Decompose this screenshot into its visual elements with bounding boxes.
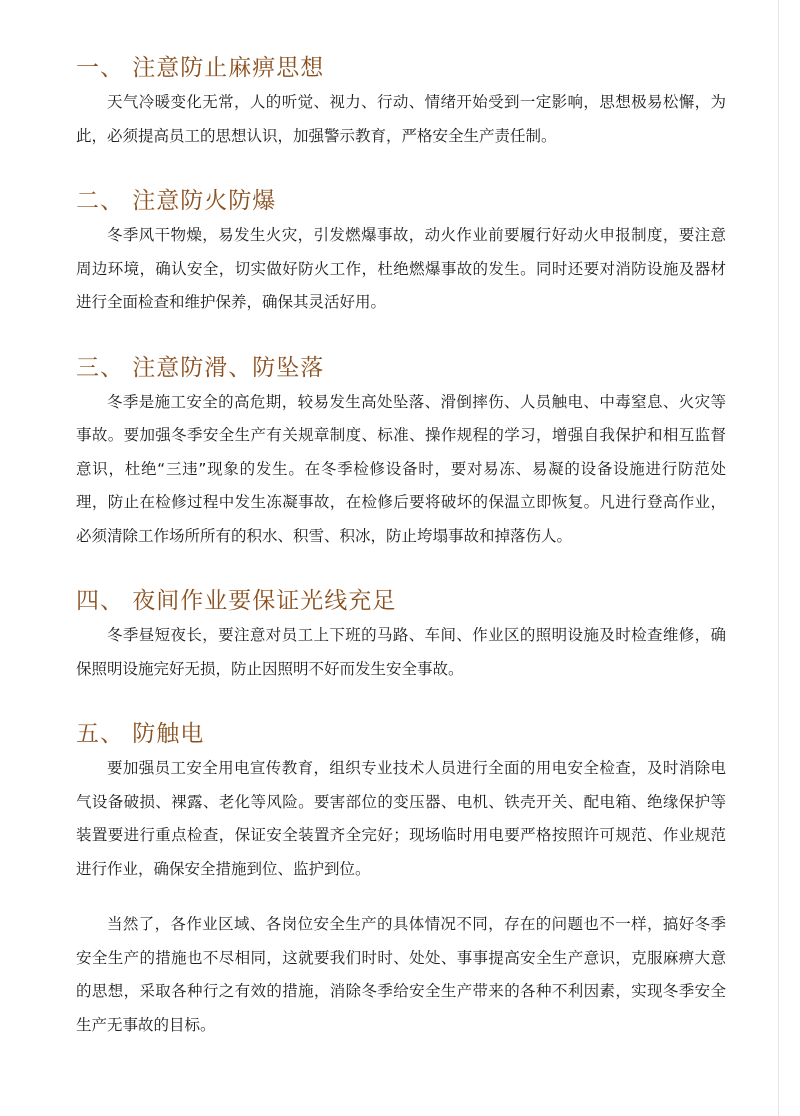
section-1 (76, 50, 726, 153)
section-3 (76, 350, 726, 554)
section-paragraph: 冬季是施工安全的高危期，较易发生高处坠落、滑倒摔伤、人员触电、中毒窒息、火灾等事故。要加强冬季安全生产有关规章制度、标准、操作规程的学习，增强自我保护和相互监督意识，杜绝“三违”现象的发生。在冬季检修设备时，要对易冻、易凝的设备设施进行防范处理，防止在检修过程中发生冻凝事故，在检修后要将破坏的保温立即恢复。凡进行登高作业，必须清除工作场所所有的积水、积雪、积冰，防止垮塌事故和掉落伤人。 (76, 392, 726, 545)
section-paragraph: 要加强员工安全用电宣传教育，组织专业技术人员进行全面的用电安全检查，及时消除电气设备破损、裸露、老化等风险。要害部位的变压器、电机、铁壳开关、配电箱、绝缘保护等装置要进行重点检查，保证安全装置齐全完好；现场临时用电要严格按照许可规范、作业规范进行作业，确保安全措施到位、监护到位。 (76, 759, 726, 878)
section-4 (76, 583, 726, 686)
closing-paragraph: 当然了，各作业区域、各岗位安全生产的具体情况不同，存在的问题也不一样，搞好冬季安全生产的措施也不尽相同，这就要我们时时、处处、事事提高安全生产意识，克服麻痹大意的思想，采取各种行之有效的措施，消除冬季给安全生产带来的各种不利因素，实现冬季安全生产无事故的目标。 (76, 915, 726, 1034)
section-paragraph: 天气冷暖变化无常，人的听觉、视力、行动、情绪开始受到一定影响，思想极易松懈，为此，必须提高员工的思想认识，加强警示教育，严格安全生产责任制。 (76, 93, 726, 145)
section-heading: 四、 夜间作业要保证光线充足 (76, 588, 397, 614)
page-edge-divider (778, 0, 779, 1116)
section-paragraph: 冬季风干物燥，易发生火灾，引发燃爆事故，动火作业前要履行好动火申报制度，要注意周边环境，确认安全，切实做好防火工作，杜绝燃爆事故的发生。同时还要对消防设施及器材进行全面检查和维护保养，确保其灵活好用。 (76, 226, 726, 311)
section-heading: 一、 注意防止麻痹思想 (76, 55, 325, 81)
section-heading: 二、 注意防火防爆 (76, 188, 277, 214)
section-paragraph: 冬季昼短夜长，要注意对员工上下班的马路、车间、作业区的照明设施及时检查维修，确保照明设施完好无损，防止因照明不好而发生安全事故。 (76, 626, 726, 678)
section-heading: 五、 防触电 (76, 721, 205, 747)
section-heading: 三、 注意防滑、防坠落 (76, 354, 325, 381)
section-2 (76, 183, 726, 320)
document-content (76, 50, 726, 1042)
section-5 (76, 716, 726, 886)
